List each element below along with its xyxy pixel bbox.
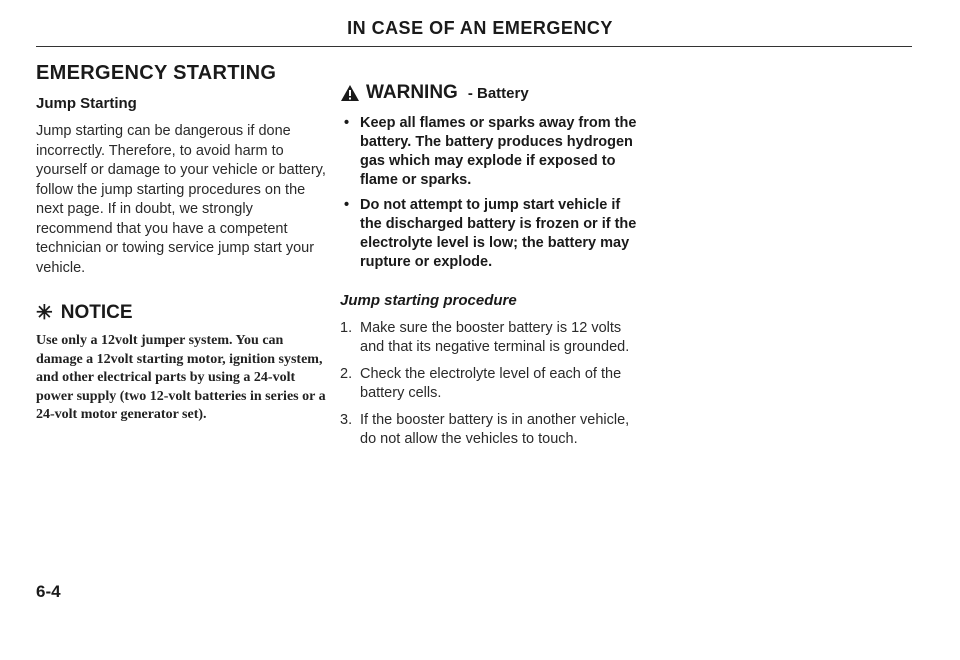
notice-title: NOTICE [60,302,133,323]
procedure-step [340,411,640,449]
warning-list [340,114,640,272]
step-number: 1. [340,320,353,336]
notice-paragraph: Use only a 12volt jumper system. You can damage a 12volt starting motor, ignition system, and other electrical parts by using a 24-volt power supply (two 12-volt batteries in series or a 24-volt motor generator set). [36,333,326,422]
header-divider [36,46,912,47]
warning-title: WARNING [366,82,458,103]
notice-heading [36,302,326,324]
notice-star-icon: ✳ [36,302,53,324]
procedure-title: Jump starting procedure [340,292,517,309]
warning-item: • Do not attempt to jump start vehicle if the discharged battery is frozen or if the electrolyte level is low; the battery may rupture or explode. [340,196,640,272]
warning-heading [340,82,640,104]
subsection-title: Jump Starting [36,95,137,112]
procedure-step [340,319,640,357]
step-text: If the booster battery is in another vehicle, do not allow the vehicles to touch. [360,412,630,447]
section-title: EMERGENCY STARTING [36,62,277,84]
step-number: 2. [340,366,353,382]
page-header: IN CASE OF AN EMERGENCY [347,18,613,38]
step-number: 3. [340,412,353,428]
step-text: Check the electrolyte level of each of the battery cells. [360,366,622,401]
procedure-step [340,365,640,403]
step-text: Make sure the booster battery is 12 volts and that its negative terminal is grounded. [360,320,630,355]
warning-item: • Keep all flames or sparks away from the battery. The battery produces hydrogen gas which may explode if exposed to flame or sparks. [340,114,640,190]
left-column [36,62,326,425]
warning-subtitle: - Battery [467,84,529,102]
jump-starting-paragraph: Jump starting can be dangerous if done incorrectly. Therefore, to avoid harm to yourself or damage to your vehicle or battery, follow the jump starting procedures on the next page. If in doubt, we strongly recommend that you have a competent technician or towing service jump start your vehicle. [36,123,326,276]
warning-triangle-icon [340,84,360,102]
right-column [340,82,640,457]
page-number: 6-4 [36,582,61,601]
procedure-steps [340,319,640,449]
